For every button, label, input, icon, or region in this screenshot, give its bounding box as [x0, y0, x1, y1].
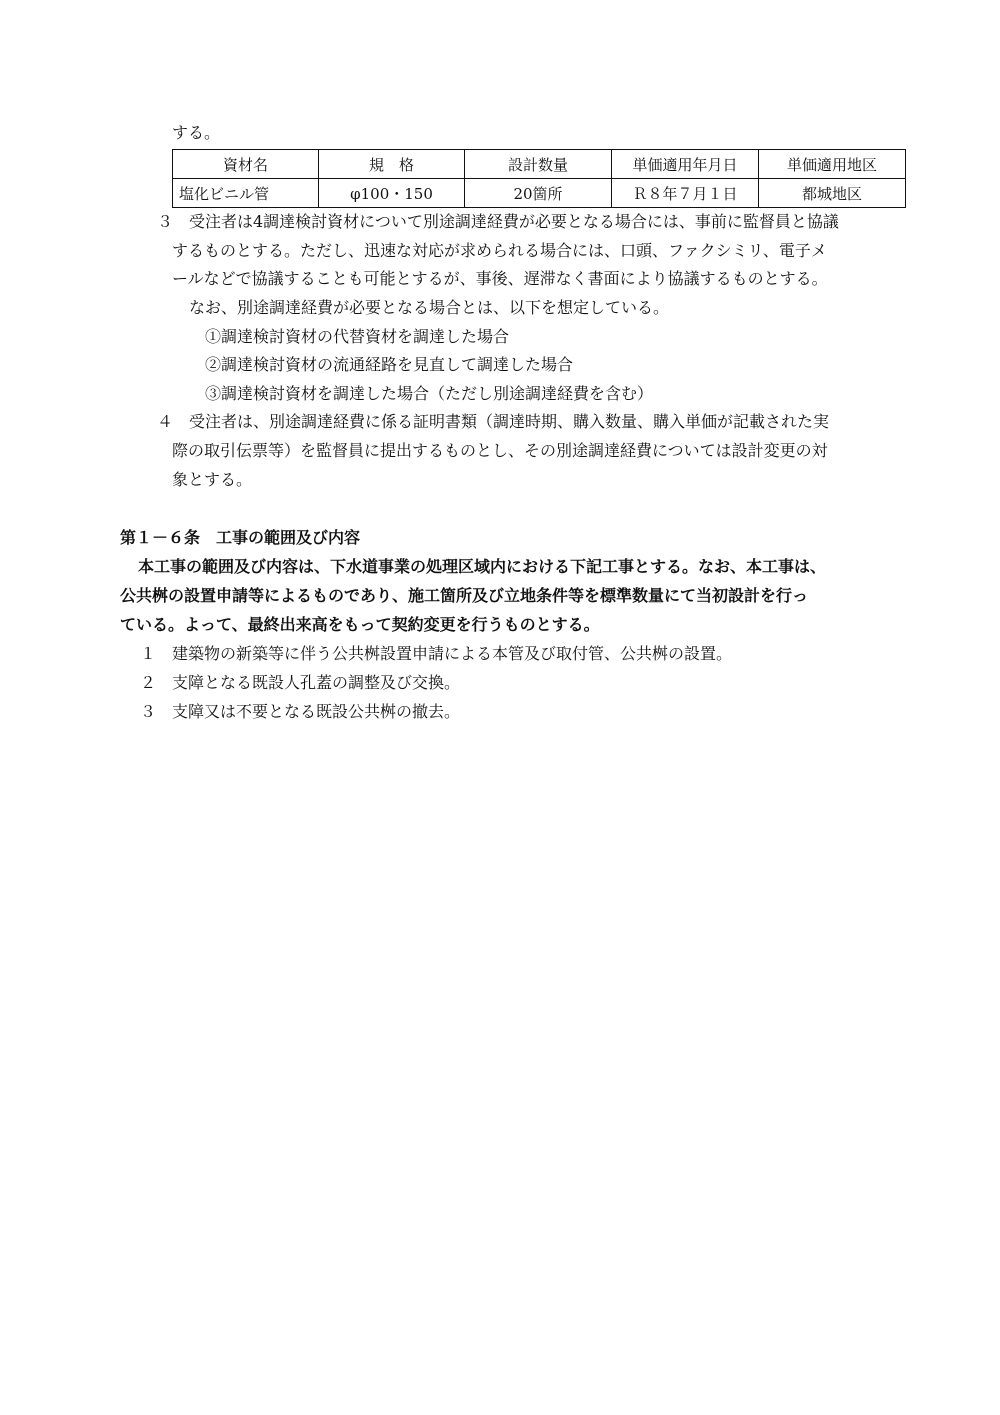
clause3-line: ールなどで協議することも可能とするが、事後、遅滞なく書面により協議するものとする。 — [172, 269, 828, 288]
article-body-line: ている。よって、最終出来高をもって契約変更を行うものとする。 — [120, 615, 600, 634]
article-body-line: 公共桝の設置申請等によるものであり、施工箇所及び立地条件等を標準数量にて当初設計を行っ — [120, 586, 809, 605]
clause3-item: ①調達検討資材の代替資材を調達した場合 — [205, 327, 510, 346]
table-row — [173, 179, 906, 208]
clause4-line: 際の取引伝票等）を監督員に提出するものとし、その別途調達経費については設計変更の対 — [172, 441, 828, 460]
table-cell: 塩化ビニル管 — [173, 179, 319, 208]
table-header-cell: 単価適用年月日 — [612, 150, 759, 179]
article-item: ２ 支障となる既設人孔蓋の調整及び交換。 — [140, 673, 461, 692]
clause3-item: ③調達検討資材を調達した場合（ただし別途調達経費を含む） — [205, 384, 654, 403]
table-cell: 都城地区 — [759, 179, 906, 208]
table-header-row — [173, 150, 906, 179]
table-header-cell: 設計数量 — [465, 150, 612, 179]
clause3-line: するものとする。ただし、迅速な対応が求められる場合には、口頭、ファクシミリ、電子メ — [172, 241, 827, 260]
clause4-line: ４ 受注者は、別途調達経費に係る証明書類（調達時期、購入数量、購入単価が記載された実 — [157, 412, 830, 431]
article-item: ３ 支障又は不要となる既設公共桝の撤去。 — [140, 702, 461, 721]
clause3-item: ②調達検討資材の流通経路を見直して調達した場合 — [205, 355, 574, 374]
table-cell: φ100・150 — [319, 179, 465, 208]
clause4-line: 象とする。 — [172, 470, 253, 489]
intro-text: する。 — [172, 123, 221, 142]
clause3-line: ３ 受注者は4調達検討資材について別途調達経費が必要となる場合には、事前に監督員と協議 — [157, 212, 839, 231]
table-header-cell: 規 格 — [319, 150, 465, 179]
article-heading: 第１－６条 工事の範囲及び内容 — [120, 528, 361, 547]
clause3-line: なお、別途調達経費が必要となる場合とは、以下を想定している。 — [189, 298, 670, 317]
article-body-line: 本工事の範囲及び内容は、下水道事業の処理区域内における下記工事とする。なお、本工事は、 — [138, 557, 827, 576]
article-item: １ 建築物の新築等に伴う公共桝設置申請による本管及び取付管、公共桝の設置。 — [140, 644, 733, 663]
table-cell: Ｒ８年７月１日 — [612, 179, 759, 208]
table-header-cell: 単価適用地区 — [759, 150, 906, 179]
table-header-cell: 資材名 — [173, 150, 319, 179]
materials-table — [172, 149, 906, 208]
table-cell: 20箇所 — [465, 179, 612, 208]
